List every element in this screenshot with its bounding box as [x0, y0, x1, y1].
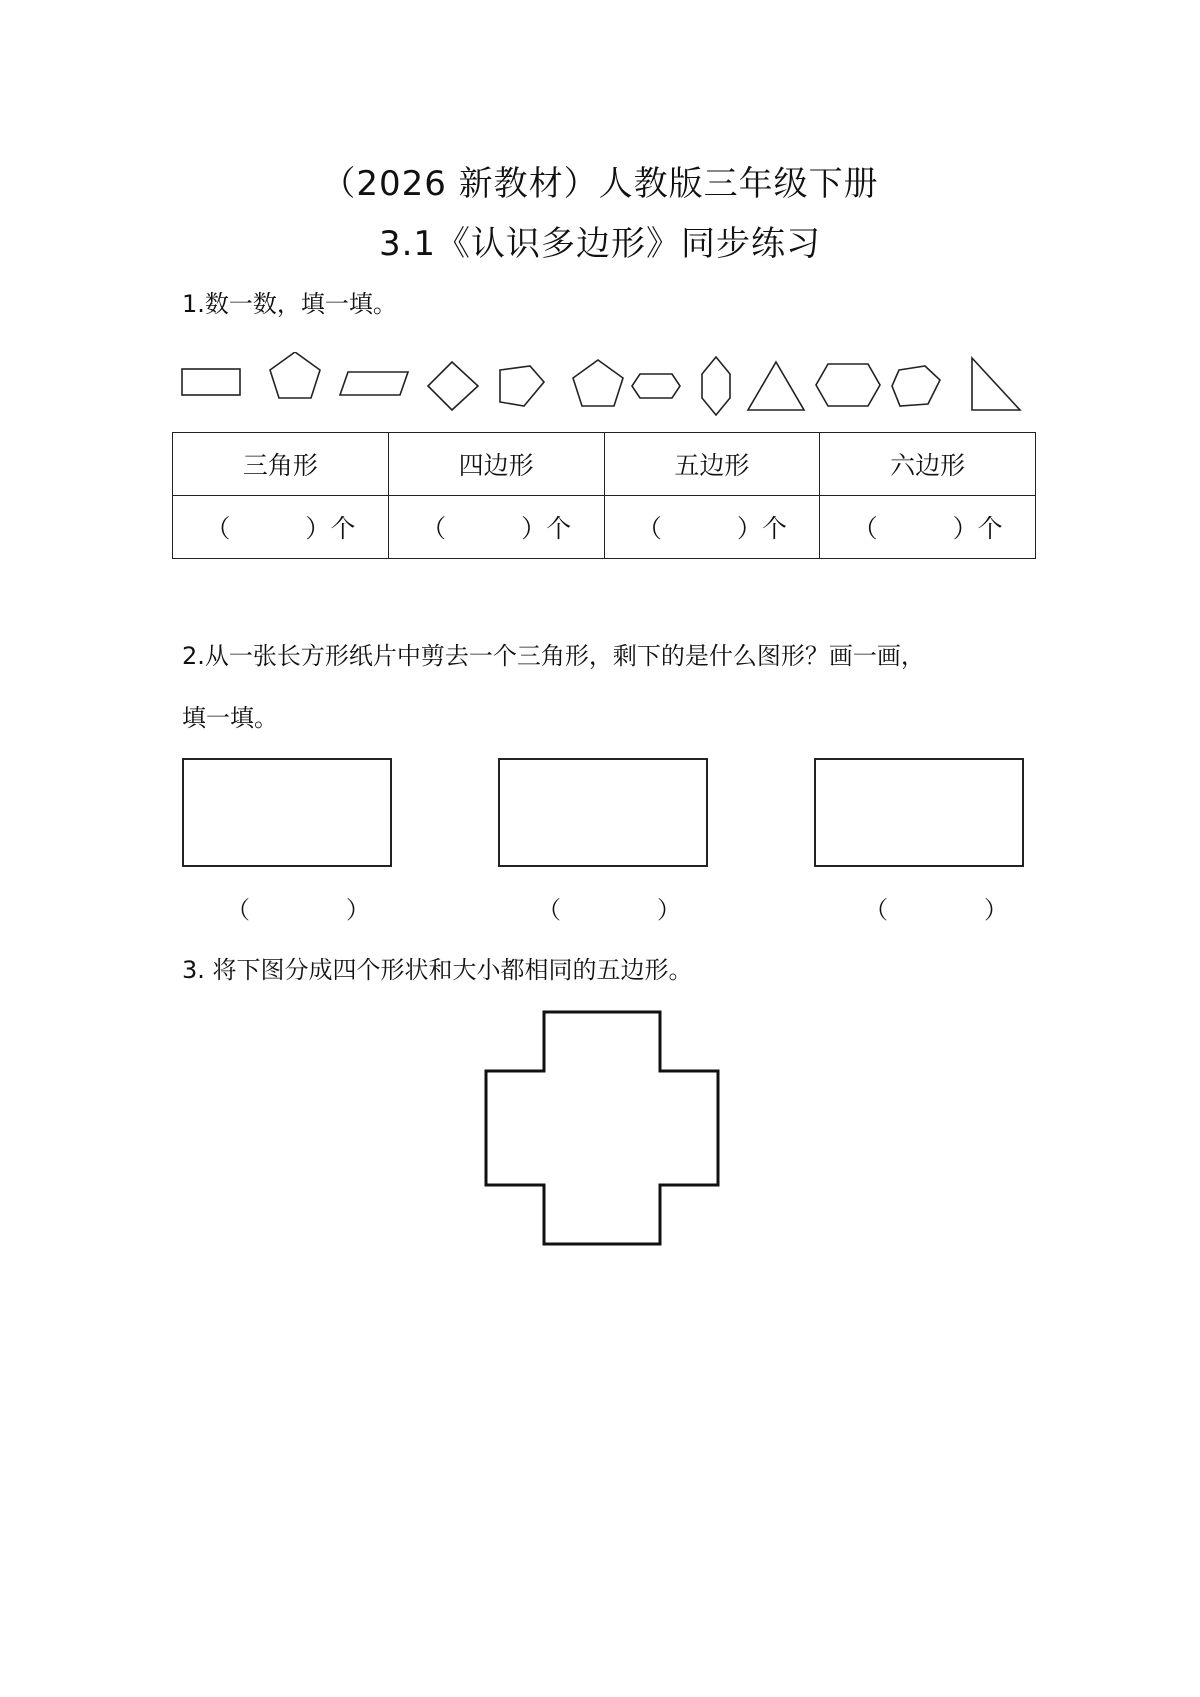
rectangle-icon [182, 369, 240, 395]
pentagon-icon [500, 366, 544, 406]
shape-count-table [172, 432, 1036, 559]
answer-blank-1[interactable]: （ ） [226, 896, 370, 924]
table-header-row [173, 433, 1036, 496]
answer-cell-quadrilateral[interactable] [388, 496, 604, 559]
pentagon-icon [573, 360, 623, 406]
drawing-rectangle-2[interactable] [499, 759, 707, 866]
triangle-icon [748, 362, 804, 410]
table-answer-row [173, 496, 1036, 559]
hexagon-icon [632, 374, 680, 398]
drawing-rectangle-3[interactable] [815, 759, 1023, 866]
diamond-icon [428, 362, 478, 410]
hexagon-icon [816, 364, 880, 406]
right-triangle-icon [972, 358, 1020, 410]
cross-shape-outline [486, 1012, 718, 1244]
header-hexagon: 六边形 [820, 433, 1036, 496]
answer-cell-triangle[interactable] [173, 496, 389, 559]
question-2-prompt: 2.从一张长方形纸片中剪去一个三角形，剩下的是什么图形？画一画， [182, 642, 925, 670]
worksheet-title: （2026 新教材）人教版三年级下册 [321, 164, 879, 204]
answer-blank-2[interactable]: （ ） [537, 896, 681, 924]
question-3-prompt: 3. 将下图分成四个形状和大小都相同的五边形。 [182, 956, 693, 984]
header-triangle: 三角形 [173, 433, 389, 496]
answer-blank: （ ）个 [636, 514, 787, 543]
parallelogram-icon [340, 372, 408, 395]
pentagon-icon [892, 366, 940, 406]
question-1-prompt: 1.数一数，填一填。 [182, 290, 397, 318]
shape-row [180, 352, 1040, 422]
answer-blank-3[interactable]: （ ） [864, 896, 1008, 924]
answer-blank: （ ）个 [205, 514, 356, 543]
pentagon-icon [270, 352, 320, 398]
answer-blank: （ ）个 [852, 514, 1003, 543]
worksheet-subtitle: 3.1《认识多边形》同步练习 [378, 224, 822, 264]
rectangle-drawing-areas [182, 758, 1032, 870]
cross-figure[interactable] [484, 1010, 720, 1246]
answer-cell-hexagon[interactable] [820, 496, 1036, 559]
answer-blank: （ ）个 [421, 514, 572, 543]
header-pentagon: 五边形 [604, 433, 820, 496]
header-quadrilateral: 四边形 [388, 433, 604, 496]
hexagon-icon [702, 357, 730, 415]
drawing-rectangle-1[interactable] [183, 759, 391, 866]
answer-cell-pentagon[interactable] [604, 496, 820, 559]
question-2-prompt-continued: 填一填。 [182, 704, 278, 732]
